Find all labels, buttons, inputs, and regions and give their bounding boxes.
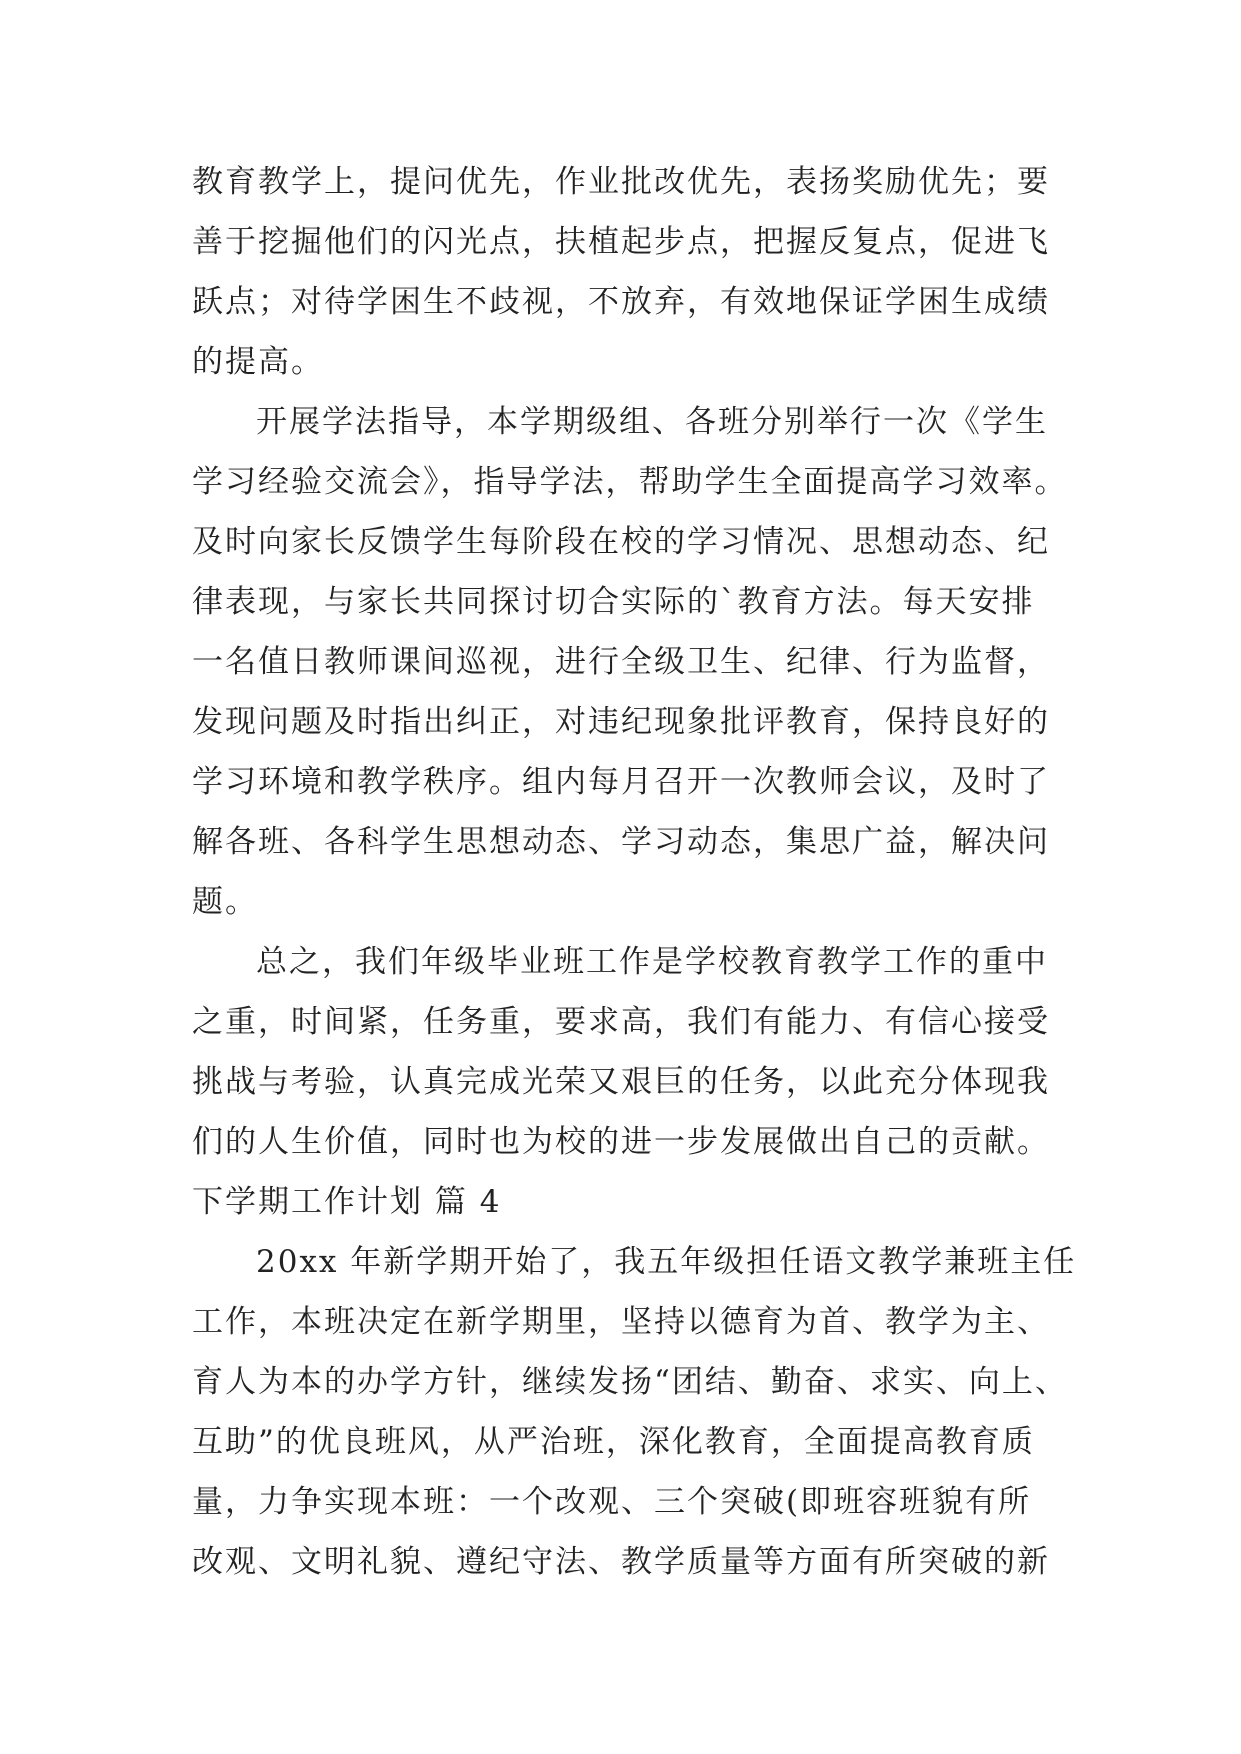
- body-line: 挑战与考验，认真完成光荣又艰巨的任务，以此充分体现我: [192, 1064, 1050, 1100]
- paragraph-start-line: 开展学法指导，本学期级组、各班分别举行一次《学生: [256, 404, 1048, 440]
- body-line: 的提高。: [192, 344, 324, 380]
- body-line: 改观、文明礼貌、遵纪守法、教学质量等方面有所突破的新: [192, 1544, 1050, 1580]
- body-line: 跃点；对待学困生不歧视，不放弃，有效地保证学困生成绩: [192, 284, 1050, 320]
- paragraph-start-line: 20xx 年新学期开始了，我五年级担任语文教学兼班主任: [256, 1244, 1077, 1280]
- body-line: 发现问题及时指出纠正，对违纪现象批评教育，保持良好的: [192, 704, 1050, 740]
- body-line: 育人为本的办学方针，继续发扬“团结、勤奋、求实、向上、: [192, 1364, 1068, 1400]
- body-line: 善于挖掘他们的闪光点，扶植起步点，把握反复点，促进飞: [192, 224, 1050, 260]
- document-body: [192, 152, 1077, 1592]
- body-line: 题。: [192, 884, 258, 920]
- body-line: 们的人生价值，同时也为校的进一步发展做出自己的贡献。: [192, 1124, 1050, 1160]
- body-line: 学习环境和教学秩序。组内每月召开一次教师会议，及时了: [192, 764, 1050, 800]
- body-line: 之重，时间紧，任务重，要求高，我们有能力、有信心接受: [192, 1004, 1050, 1040]
- body-line: 解各班、各科学生思想动态、学习动态，集思广益，解决问: [192, 824, 1050, 860]
- body-line: 量，力争实现本班：一个改观、三个突破(即班容班貌有所: [192, 1484, 1032, 1520]
- body-line: 及时向家长反馈学生每阶段在校的学习情况、思想动态、纪: [192, 524, 1050, 560]
- body-line: 互助”的优良班风，从严治班，深化教育，全面提高教育质: [192, 1424, 1035, 1460]
- body-line: 工作，本班决定在新学期里，坚持以德育为首、教学为主、: [192, 1304, 1050, 1340]
- paragraph-start-line: 总之，我们年级毕业班工作是学校教育教学工作的重中: [256, 944, 1048, 980]
- body-line: 一名值日教师课间巡视，进行全级卫生、纪律、行为监督，: [192, 644, 1050, 680]
- section-heading: 下学期工作计划 篇 4: [192, 1184, 502, 1220]
- body-line: 律表现，与家长共同探讨切合实际的`教育方法。每天安排: [192, 584, 1035, 620]
- body-line: 学习经验交流会》，指导学法，帮助学生全面提高学习效率。: [192, 464, 1068, 500]
- body-line: 教育教学上，提问优先，作业批改优先，表扬奖励优先；要: [192, 164, 1050, 200]
